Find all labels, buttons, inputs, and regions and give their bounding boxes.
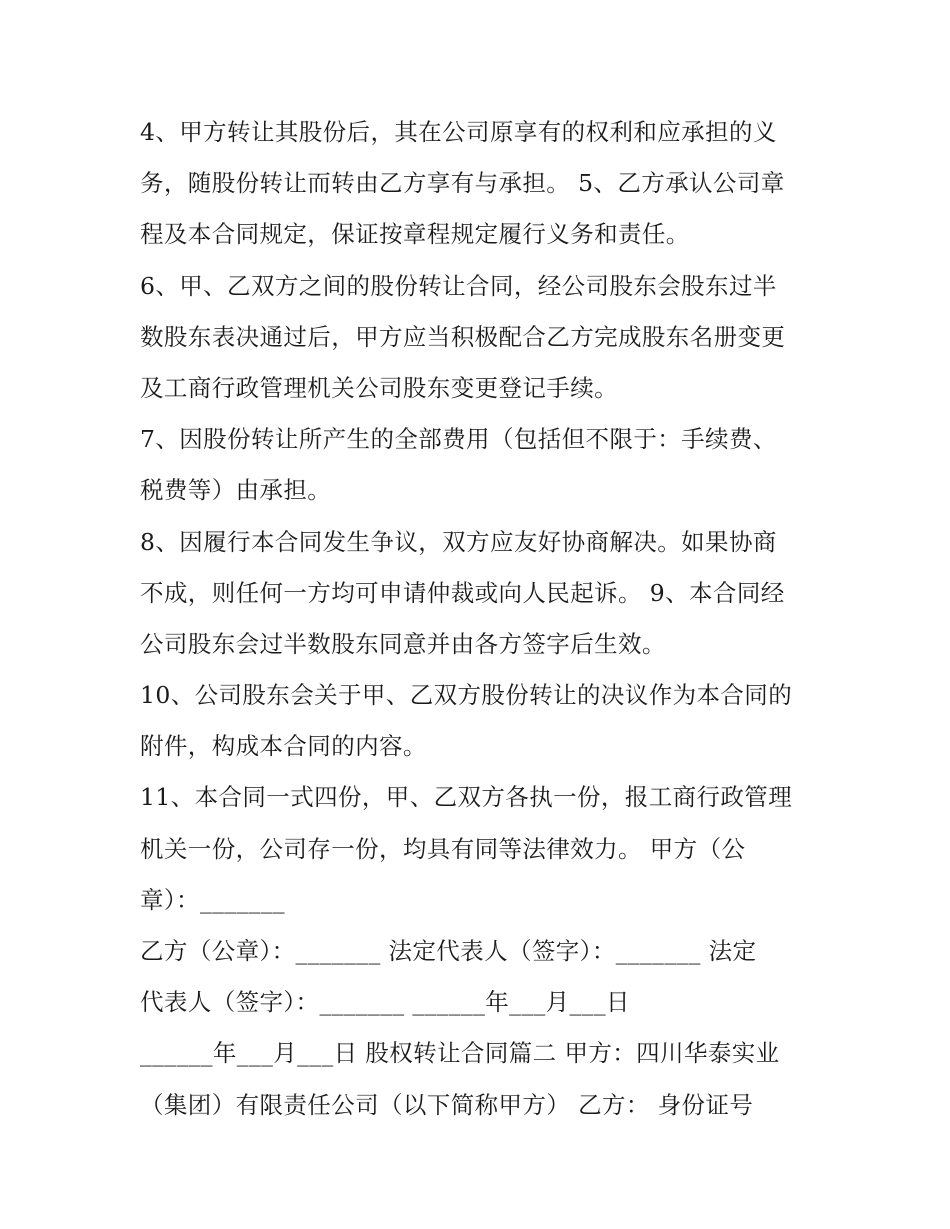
contract-text: [140, 107, 830, 1131]
text-line: 机关一份，公司存一份，均具有同等法律效力。 甲方（公: [140, 834, 746, 863]
text-line: 税费等）由承担。: [140, 476, 332, 505]
text-line: 程及本合同规定，保证按章程规定履行义务和责任。: [140, 220, 690, 249]
text-line: 及工商行政管理机关公司股东变更登记手续。: [140, 373, 618, 402]
text-line: 代表人（签字）：_______ ______年___月___日: [140, 988, 630, 1017]
text-line: 11、本合同一式四份，甲、乙双方各执一份，报工商行政管理: [140, 783, 793, 812]
text-line: 乙方（公章）：_______ 法定代表人（签字）：_______ 法定: [140, 937, 757, 965]
text-line: 6、甲、乙双方之间的股份转让合同，经公司股东会股东过半: [140, 271, 777, 300]
text-line: 4、甲方转让其股份后，其在公司原享有的权利和应承担的义: [140, 118, 777, 146]
text-line: 公司股东会过半数股东同意并由各方签字后生效。: [140, 629, 666, 658]
text-line: 章）：_______: [140, 885, 285, 914]
text-line: 务，随股份转让而转由乙方享有与承担。 5、乙方承认公司章: [140, 169, 785, 198]
text-line: 10、公司股东会关于甲、乙双方股份转让的决议作为本合同的: [140, 681, 793, 710]
text-line: （集团）有限责任公司（以下简称甲方） 乙方： 身份证号: [140, 1090, 754, 1119]
text-line: 7、因股份转让所产生的全部费用（包括但不限于：手续费、: [140, 425, 777, 454]
text-line: ______年___月___日 股权转让合同篇二 甲方：四川华泰实业: [140, 1039, 780, 1068]
text-line: 数股东表决通过后，甲方应当积极配合乙方完成股东名册变更: [140, 322, 786, 351]
text-line: 附件，构成本合同的内容。: [140, 732, 427, 761]
text-line: 8、因履行本合同发生争议，双方应友好协商解决。如果协商: [140, 527, 777, 556]
text-line: 不成，则任何一方均可申请仲裁或向人民起诉。 9、本合同经: [140, 578, 785, 607]
